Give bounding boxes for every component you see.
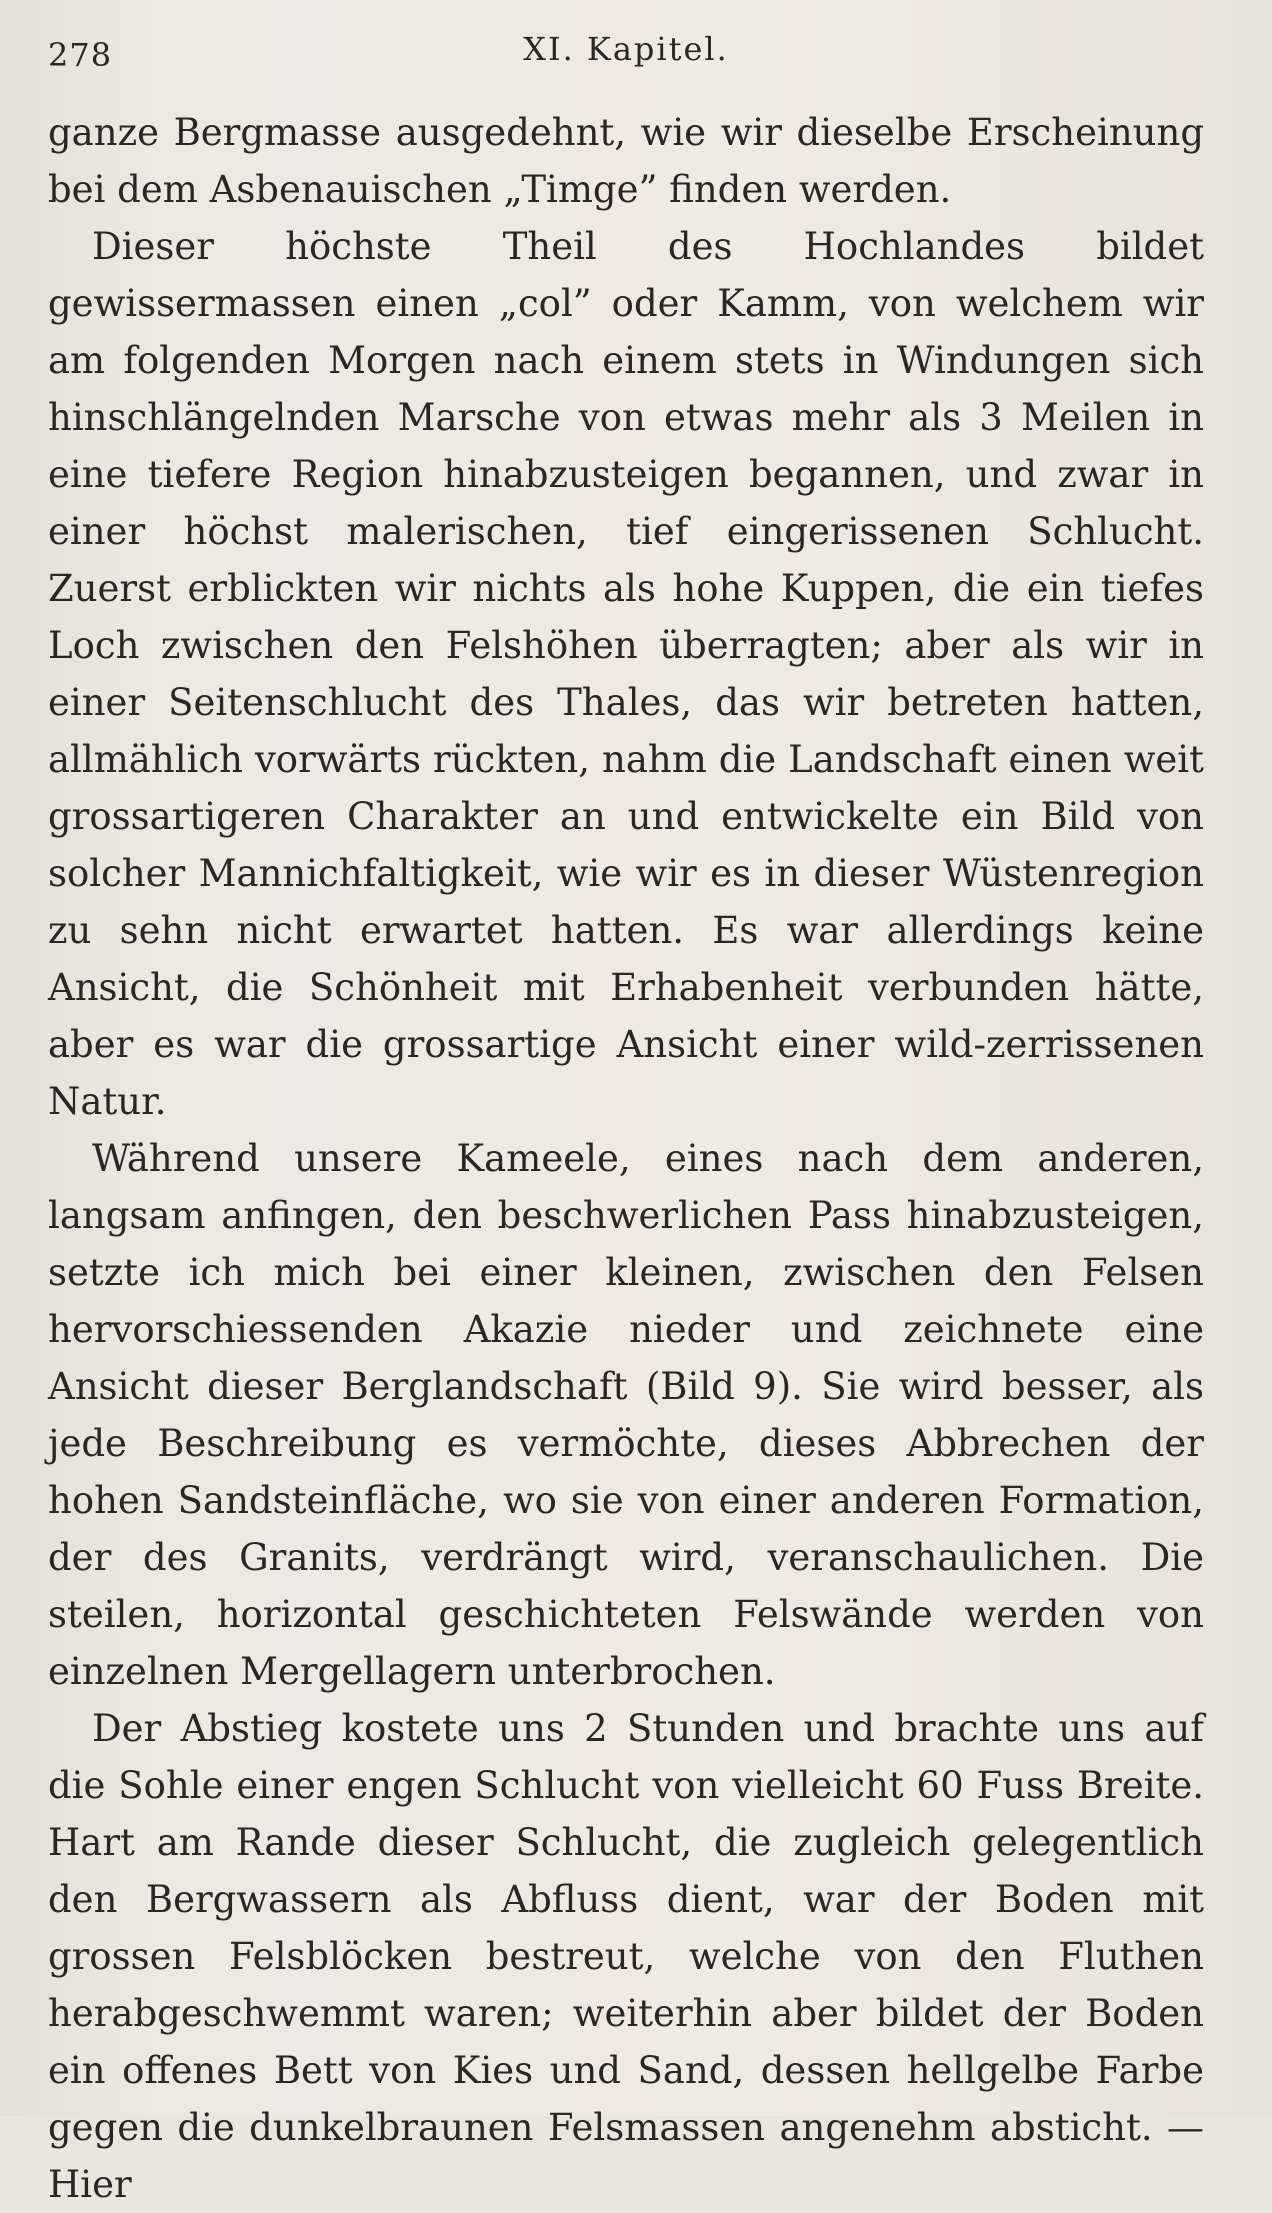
paragraph-highland: Dieser höchste Theil des Hochlandes bildet gewissermassen einen „col” oder Kamm, von welchem wir am folgenden Morgen nach einem stets in Windungen sich hinschlängelnden Marsche von etwas mehr als 3 Meilen in eine tiefere Region hinabzusteigen begannen, und zwar in einer höchst malerischen, tief eingerissenen Schlucht. Zuerst erblickten wir nichts als hohe Kuppen, die ein tiefes Loch zwischen den Felshöhen überragten; aber als wir in einer Seitenschlucht des Thales, das wir betreten hatten, allmählich vorwärts rückten, nahm die Landschaft einen weit grossartigeren Charakter an und entwickelte ein Bild von solcher Mannichfaltigkeit, wie wir es in dieser Wüstenregion zu sehn nicht erwartet hatten. Es war allerdings keine Ansicht, die Schönheit mit Erhabenheit verbunden hätte, aber es war die grossartige Ansicht einer wild-zerrissenen Natur. [48, 225, 1204, 1123]
body-text [48, 104, 1204, 2213]
paragraph-gorge: Der Abstieg kostete uns 2 Stunden und brachte uns auf die Sohle einer engen Schlucht von vielleicht 60 Fuss Breite. Hart am Rande dieser Schlucht, die zugleich gelegentlich den Bergwassern als Abfluss dient, war der Boden mit grossen Felsblöcken bestreut, welche von den Fluthen herabgeschwemmt waren; weiterhin aber bildet der Boden ein offenes Bett von Kies und Sand, dessen hellgelbe Farbe gegen die dunkelbraunen Felsmassen angenehm absticht. — Hier [48, 1707, 1204, 2206]
page-header [48, 30, 1204, 80]
running-head: XI. Kapitel. [523, 30, 729, 68]
page-number: 278 [48, 36, 113, 74]
paragraph-continued: ganze Bergmasse ausgedehnt, wie wir dieselbe Erscheinung bei dem Asbenauischen „Timge” finden werden. [48, 111, 1204, 211]
paragraph-camels-descent: Während unsere Kameele, eines nach dem anderen, langsam anfingen, den beschwerlichen Pass hinabzusteigen, setzte ich mich bei einer kleinen, zwischen den Felsen hervorschiessenden Akazie nieder und zeichnete eine Ansicht dieser Berglandschaft (Bild 9). Sie wird besser, als jede Beschreibung es vermöchte, dieses Abbrechen der hohen Sandsteinfläche, wo sie von einer anderen Formation, der des Granits, verdrängt wird, veranschaulichen. Die steilen, horizontal geschichteten Felswände werden von einzelnen Mergellagern unterbrochen. [48, 1137, 1204, 1693]
